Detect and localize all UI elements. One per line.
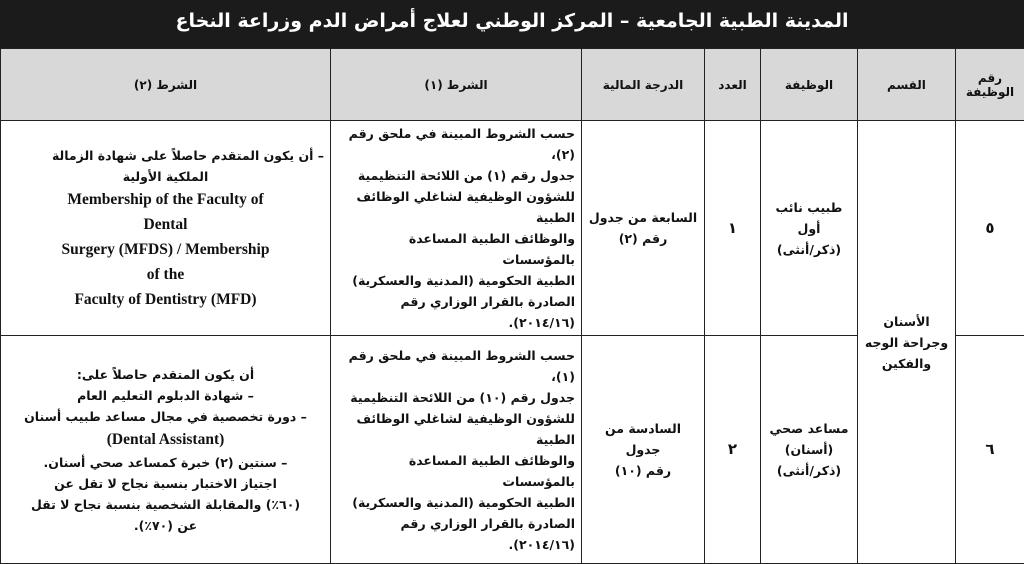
condition-2-line: عن (٧٠٪). xyxy=(133,517,198,533)
condition-1-line: الطبية الحكومية (المدنية والعسكرية) xyxy=(352,494,575,510)
grade-line: رقم (٢) xyxy=(618,231,668,246)
department-line: والفكين xyxy=(881,355,932,371)
grade-line: رقم (١٠) xyxy=(614,463,672,478)
condition-1-line: والوظائف الطبية المساعدة بالمؤسسات xyxy=(408,231,575,267)
job-gender: (ذكر/أنثى) xyxy=(776,463,842,478)
header-grade: الدرجة المالية xyxy=(582,49,705,121)
grade-cell xyxy=(582,121,705,336)
condition-1-line: للشؤون الوظيفية لشاغلي الوظائف الطبية xyxy=(356,189,575,225)
job-number: ٥ xyxy=(956,121,1024,336)
header-condition-2: الشرط (٢) xyxy=(1,49,331,121)
condition-2-line: – أن يكون المتقدم حاصلاً على شهادة الزمالة xyxy=(51,147,324,163)
condition-2-english: (Dental Assistant) xyxy=(106,430,225,448)
condition-2-line: اجتياز الاختبار بنسبة نجاح لا تقل عن xyxy=(54,475,277,491)
condition-2-cell xyxy=(1,336,331,564)
header-job-no: رقم الوظيفة xyxy=(956,49,1024,121)
job-count: ١ xyxy=(705,121,761,336)
condition-2-cell xyxy=(1,121,331,336)
department-cell xyxy=(858,121,956,564)
condition-1-line: جدول رقم (١٠) من اللائحة التنظيمية xyxy=(350,389,575,405)
job-gender: (ذكر/أنثى) xyxy=(776,241,842,257)
grade-cell xyxy=(582,336,705,564)
condition-2-line: – شهادة الدبلوم التعليم العام xyxy=(77,387,254,403)
header-department: القسم xyxy=(858,49,956,121)
job-title: مساعد صحي xyxy=(769,421,849,436)
condition-2-line: أن يكون المتقدم حاصلاً على: xyxy=(76,366,255,382)
condition-2-english: Faculty of Dentistry (MFD) xyxy=(74,290,257,308)
condition-2-english: Surgery (MFDS) / Membership xyxy=(61,240,270,258)
job-specialty: (أسنان) xyxy=(784,442,834,457)
condition-2-line: (٦٠٪) والمقابلة الشخصية بنسبة نجاح لا تقل xyxy=(30,496,301,512)
condition-1-cell xyxy=(331,121,582,336)
job-title: طبيب نائب أول xyxy=(775,199,843,236)
header-condition-1: الشرط (١) xyxy=(331,49,582,121)
condition-2-line: – دورة تخصصية في مجال مساعد طبيب أسنان xyxy=(24,408,307,424)
condition-1-line: جدول رقم (١) من اللائحة التنظيمية xyxy=(357,168,575,183)
department-line: الأسنان xyxy=(883,313,930,329)
condition-1-line: حسب الشروط المبينة في ملحق رقم (٢)، xyxy=(348,126,575,162)
job-number: ٦ xyxy=(956,336,1024,564)
grade-line: السادسة من جدول xyxy=(604,421,682,457)
condition-2-english: Dental xyxy=(143,215,188,233)
header-row xyxy=(1,49,1024,121)
condition-1-line: الطبية الحكومية (المدنية والعسكرية) xyxy=(352,273,575,288)
condition-1-line: والوظائف الطبية المساعدة بالمؤسسات xyxy=(408,452,575,489)
grade-line: السابعة من جدول xyxy=(588,210,698,225)
condition-1-line: الصادرة بالقرار الوزاري رقم (٢٠١٤/١٦). xyxy=(400,294,575,330)
condition-1-cell xyxy=(331,336,582,564)
condition-1-line: الصادرة بالقرار الوزاري رقم (٢٠١٤/١٦). xyxy=(400,515,575,552)
condition-1-line: حسب الشروط المبينة في ملحق رقم (١)، xyxy=(348,347,575,384)
page-title: المدينة الطبية الجامعية – المركز الوطني لعلاج أمراض الدم وزراعة النخاع xyxy=(0,0,1024,48)
department-line: وجراحة الوجه xyxy=(864,334,949,350)
job-title-cell xyxy=(761,336,858,564)
condition-2-english: Membership of the Faculty of xyxy=(67,190,264,208)
condition-1-line: للشؤون الوظيفية لشاغلي الوظائف الطبية xyxy=(356,410,575,447)
header-count: العدد xyxy=(705,49,761,121)
table-row xyxy=(1,121,1024,336)
header-job: الوظيفة xyxy=(761,49,858,121)
jobs-table xyxy=(0,48,1024,564)
condition-2-line: الملكية الأولية xyxy=(122,168,209,184)
condition-2-line: – سنتين (٢) خبرة كمساعد صحي أسنان. xyxy=(43,454,288,470)
condition-2-english: of the xyxy=(146,265,185,283)
job-count: ٢ xyxy=(705,336,761,564)
job-title-cell xyxy=(761,121,858,336)
